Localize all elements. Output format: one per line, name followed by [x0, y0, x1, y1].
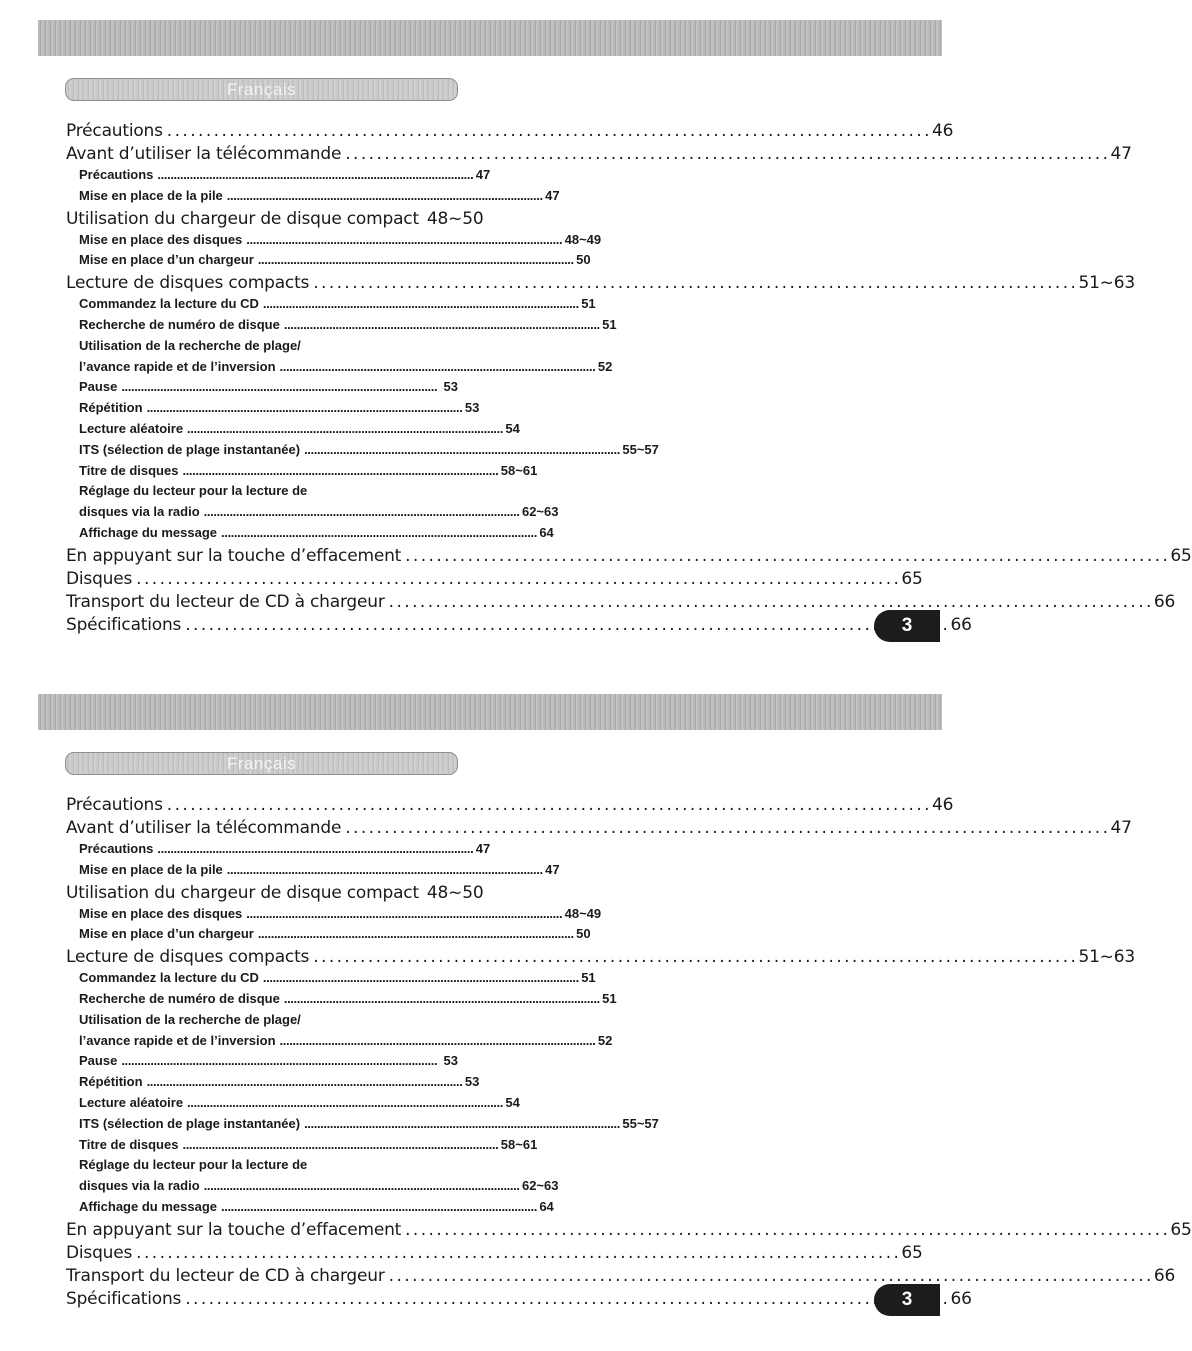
toc-entry-page: 51 — [602, 316, 617, 332]
dot-leader — [313, 273, 1074, 293]
toc-subentry — [66, 1053, 458, 1074]
table-of-contents — [66, 795, 1192, 1312]
toc-entry-page: 66 — [950, 1288, 972, 1309]
language-label: Français — [226, 754, 297, 773]
dot-leader — [157, 841, 471, 856]
toc-entry-page: 66 — [1153, 1265, 1176, 1286]
toc-subentry — [66, 1074, 480, 1095]
toc-entry-label: Spécifications — [66, 614, 182, 635]
toc-page-top — [0, 0, 1192, 674]
dot-leader — [136, 569, 897, 589]
toc-entry-label: ITS (sélection de plage instantanée) — [79, 441, 301, 457]
toc-entry-label: Précautions — [79, 167, 154, 182]
toc-entry-page: 65 — [901, 1242, 923, 1263]
dot-leader — [304, 442, 618, 457]
dot-leader — [313, 947, 1074, 967]
toc-entry-page: 65 — [1170, 1219, 1192, 1240]
toc-subentry — [66, 1094, 520, 1116]
toc-subentry — [66, 905, 602, 927]
toc-subentry — [66, 231, 602, 253]
toc-entry-page: 52 — [597, 358, 613, 374]
toc-entry-label: Répétition — [79, 1074, 143, 1090]
toc-entry — [66, 795, 954, 818]
toc-entry-label: En appuyant sur la touche d’effacement — [66, 1219, 402, 1240]
toc-entry-page: 48~49 — [564, 905, 602, 921]
toc-entry-page: 58~61 — [500, 462, 538, 478]
toc-entry-label: Mise en place des disques — [79, 905, 243, 921]
table-of-contents — [66, 121, 1192, 638]
toc-subentry — [66, 483, 458, 504]
toc-subentry — [66, 1157, 458, 1178]
toc-entry-label: Affichage du message — [79, 1198, 217, 1214]
toc-entry-page: 66 — [1153, 591, 1176, 612]
toc-entry-label: Précautions — [79, 841, 154, 856]
dot-leader — [136, 1243, 897, 1263]
toc-entry-page: 54 — [505, 1094, 520, 1110]
toc-entry-page: 53 — [443, 1053, 458, 1069]
toc-entry-page: 47 — [545, 861, 560, 877]
toc-entry-label: Pause — [79, 379, 118, 395]
dot-leader — [157, 167, 471, 182]
toc-entry-page: 53 — [464, 400, 480, 416]
toc-entry-label: Réglage du lecteur pour la lecture de — [79, 1157, 308, 1173]
dot-leader — [258, 926, 572, 941]
dot-leader — [246, 906, 560, 921]
dot-leader — [121, 1053, 439, 1068]
dot-leader — [147, 1074, 461, 1089]
toc-entry-page: 46 — [932, 121, 954, 141]
dot-leader — [263, 970, 577, 985]
toc-entry-page: 47 — [475, 841, 491, 856]
toc-entry-label: Lecture de disques compacts — [66, 947, 310, 968]
toc-entry-page: 47 — [1110, 144, 1132, 164]
toc-entry-label: disques via la radio — [79, 1178, 200, 1194]
dot-leader — [182, 1137, 496, 1152]
dot-leader — [284, 991, 598, 1006]
toc-entry-page: 65 — [1170, 545, 1192, 566]
toc-entry-page: 55~57 — [622, 441, 659, 457]
dot-leader — [345, 144, 1106, 164]
toc-entry — [66, 614, 972, 638]
toc-entry — [66, 882, 484, 906]
dot-leader — [389, 1266, 1150, 1286]
toc-entry-page: 65 — [901, 568, 923, 589]
toc-entry-page: 64 — [539, 524, 554, 540]
toc-entry-label: Affichage du message — [79, 524, 217, 540]
toc-entry — [66, 545, 1192, 569]
toc-entry-page: 51 — [581, 296, 596, 312]
toc-entry — [66, 208, 484, 232]
toc-subentry — [66, 1198, 554, 1220]
toc-subentry — [66, 462, 538, 484]
toc-entry-label: l’avance rapide et de l’inversion — [79, 358, 276, 374]
toc-entry-label: Utilisation de la recherche de plage/ — [79, 337, 301, 353]
toc-entry-label: Titre de disques — [79, 462, 179, 478]
toc-entry — [66, 568, 923, 592]
toc-subentry — [66, 296, 596, 317]
toc-subentry — [66, 1012, 458, 1033]
toc-subentry — [66, 1032, 613, 1054]
toc-entry-label: Disques — [66, 1242, 133, 1263]
toc-subentry — [66, 316, 617, 338]
toc-subentry — [66, 524, 554, 546]
toc-entry-label: Spécifications — [66, 1288, 182, 1309]
toc-subentry — [66, 420, 520, 442]
dot-leader — [280, 1033, 594, 1048]
toc-entry-label: Recherche de numéro de disque — [79, 990, 280, 1006]
toc-entry-label: Avant d’utiliser la télécommande — [66, 144, 342, 164]
toc-entry-page: 62~63 — [521, 504, 559, 520]
toc-entry-label: Répétition — [79, 400, 143, 416]
toc-subentry — [66, 926, 591, 947]
page-number-tab: 3 — [874, 610, 940, 642]
dot-leader — [187, 421, 501, 436]
toc-entry-label: Utilisation du chargeur de disque compact — [66, 208, 419, 229]
toc-entry-label: Mise en place d’un chargeur — [79, 252, 254, 268]
toc-entry-label: Lecture de disques compacts — [66, 273, 310, 294]
dot-leader — [227, 188, 541, 203]
dot-leader — [227, 862, 541, 877]
toc-entry-label: Mise en place de la pile — [79, 861, 223, 877]
toc-entry-label: Lecture aléatoire — [79, 1094, 184, 1110]
language-label: Français — [226, 80, 297, 99]
toc-entry-page: 66 — [950, 614, 972, 635]
toc-subentry — [66, 990, 617, 1012]
toc-entry-page: 48~50 — [426, 882, 484, 903]
toc-entry-page: 47 — [545, 187, 560, 203]
toc-entry — [66, 591, 1176, 615]
toc-entry — [66, 273, 1135, 296]
toc-subentry — [66, 841, 491, 862]
toc-entry-label: Précautions — [66, 121, 163, 141]
dot-leader — [204, 1178, 518, 1193]
language-header — [65, 78, 458, 101]
toc-subentry — [66, 441, 659, 463]
toc-subentry — [66, 1115, 659, 1137]
toc-subentry — [66, 167, 491, 188]
toc-subentry — [66, 358, 613, 380]
toc-subentry — [66, 252, 591, 273]
toc-subentry — [66, 861, 560, 883]
header-band — [38, 694, 942, 730]
dot-leader — [185, 1289, 946, 1309]
toc-entry-page: 53 — [443, 379, 458, 395]
dot-leader — [345, 818, 1106, 838]
toc-entry — [66, 947, 1135, 970]
toc-entry-page: 47 — [475, 167, 491, 182]
toc-entry — [66, 1288, 972, 1312]
toc-entry — [66, 1242, 923, 1266]
toc-entry-label: Utilisation du chargeur de disque compact — [66, 882, 419, 903]
dot-leader — [389, 592, 1150, 612]
toc-subentry — [66, 187, 560, 209]
toc-entry-page: 51 — [581, 970, 596, 986]
page-number-tab: 3 — [874, 1284, 940, 1316]
toc-subentry — [66, 338, 458, 359]
toc-entry-page: 50 — [576, 926, 591, 942]
toc-entry-page: 50 — [576, 252, 591, 268]
toc-subentry — [66, 400, 480, 421]
toc-entry-page: 51 — [602, 990, 617, 1006]
toc-entry-label: Commandez la lecture du CD — [79, 970, 259, 986]
dot-leader — [147, 400, 461, 415]
toc-entry — [66, 1265, 1176, 1289]
dot-leader — [167, 121, 928, 141]
toc-entry-page: 51~63 — [1078, 273, 1135, 294]
dot-leader — [304, 1116, 618, 1131]
toc-entry-label: Mise en place de la pile — [79, 187, 223, 203]
toc-entry — [66, 144, 1132, 167]
toc-entry-page: 54 — [505, 420, 520, 436]
toc-entry-page: 52 — [597, 1032, 613, 1048]
toc-entry-label: Avant d’utiliser la télécommande — [66, 818, 342, 838]
toc-entry-page: 53 — [464, 1074, 480, 1090]
toc-entry-page: 58~61 — [500, 1136, 538, 1152]
toc-entry — [66, 818, 1132, 841]
toc-entry-label: Pause — [79, 1053, 118, 1069]
dot-leader — [187, 1095, 501, 1110]
dot-leader — [185, 615, 946, 635]
toc-entry-label: Disques — [66, 568, 133, 589]
toc-entry-page: 55~57 — [622, 1115, 659, 1131]
toc-entry-label: Mise en place des disques — [79, 231, 243, 247]
toc-entry-page: 64 — [539, 1198, 554, 1214]
toc-subentry — [66, 379, 458, 400]
toc-entry-label: Transport du lecteur de CD à chargeur — [66, 591, 385, 612]
toc-entry — [66, 1219, 1192, 1243]
dot-leader — [182, 463, 496, 478]
language-header — [65, 752, 458, 775]
toc-entry-label: Transport du lecteur de CD à chargeur — [66, 1265, 385, 1286]
toc-entry-page: 48~49 — [564, 231, 602, 247]
toc-entry-label: ITS (sélection de plage instantanée) — [79, 1115, 301, 1131]
toc-entry-page: 47 — [1110, 818, 1132, 838]
dot-leader — [121, 379, 439, 394]
dot-leader — [280, 359, 594, 374]
toc-entry-label: Réglage du lecteur pour la lecture de — [79, 483, 308, 499]
toc-entry-label: Précautions — [66, 795, 163, 815]
dot-leader — [221, 1199, 535, 1214]
dot-leader — [204, 504, 518, 519]
toc-subentry — [66, 970, 596, 991]
dot-leader — [246, 232, 560, 247]
dot-leader — [258, 252, 572, 267]
dot-leader — [284, 317, 598, 332]
dot-leader — [405, 1220, 1166, 1240]
toc-entry-label: Mise en place d’un chargeur — [79, 926, 254, 942]
toc-entry-label: Utilisation de la recherche de plage/ — [79, 1011, 301, 1027]
toc-entry-label: Recherche de numéro de disque — [79, 316, 280, 332]
dot-leader — [405, 546, 1166, 566]
toc-subentry — [66, 504, 559, 525]
toc-entry-label: Lecture aléatoire — [79, 420, 184, 436]
dot-leader — [167, 795, 928, 815]
toc-subentry — [66, 1136, 538, 1158]
toc-entry-page: 62~63 — [521, 1178, 559, 1194]
dot-leader — [263, 296, 577, 311]
toc-entry-page: 48~50 — [426, 208, 484, 229]
toc-entry-label: En appuyant sur la touche d’effacement — [66, 545, 402, 566]
toc-entry-page: 51~63 — [1078, 947, 1135, 968]
toc-entry-label: l’avance rapide et de l’inversion — [79, 1032, 276, 1048]
dot-leader — [221, 525, 535, 540]
toc-entry-label: Commandez la lecture du CD — [79, 296, 259, 312]
toc-page-bottom — [0, 674, 1192, 1348]
header-band — [38, 20, 942, 56]
toc-subentry — [66, 1178, 559, 1199]
toc-entry — [66, 121, 954, 144]
toc-entry-page: 46 — [932, 795, 954, 815]
toc-entry-label: Titre de disques — [79, 1136, 179, 1152]
toc-entry-label: disques via la radio — [79, 504, 200, 520]
